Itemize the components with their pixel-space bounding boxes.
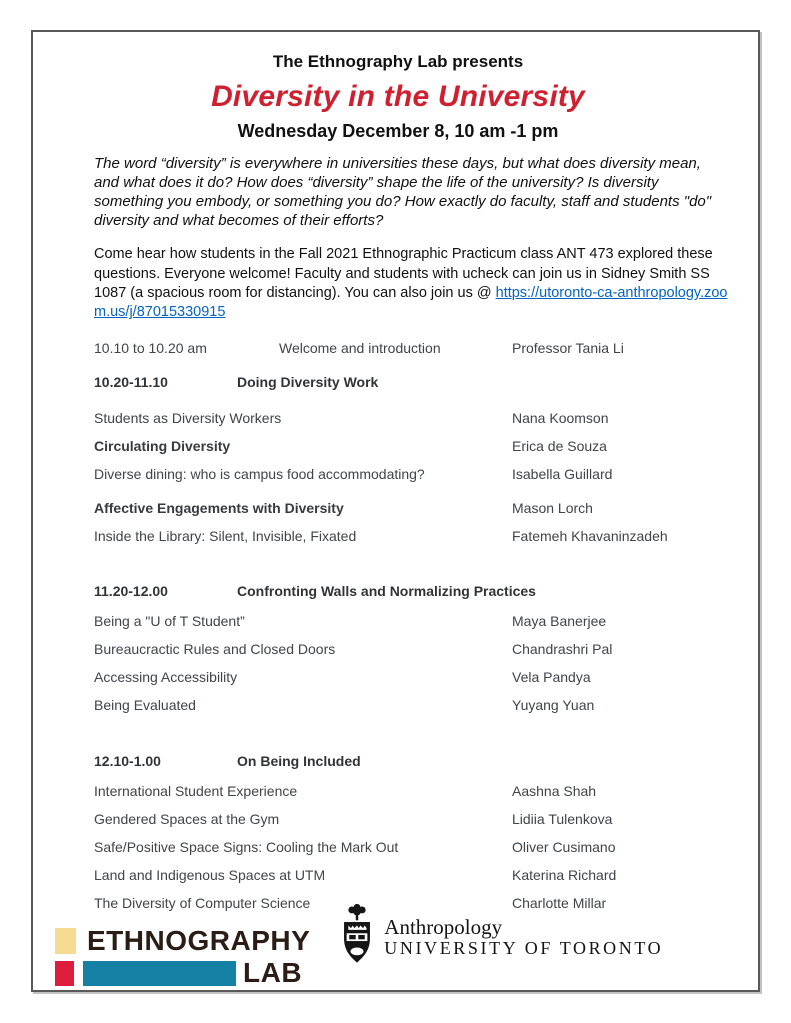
schedule-row-opening bbox=[94, 340, 702, 368]
talk-title: Affective Engagements with Diversity bbox=[94, 499, 344, 516]
talk-speaker: Charlotte Millar bbox=[512, 894, 607, 911]
event-datetime: Wednesday December 8, 10 am -1 pm bbox=[237, 121, 559, 141]
talk-title: Gendered Spaces at the Gym bbox=[94, 810, 280, 827]
session-header bbox=[94, 583, 702, 611]
talk-row bbox=[94, 867, 702, 895]
talk-speaker: Fatemeh Khavaninzadeh bbox=[512, 527, 668, 544]
session-header bbox=[94, 753, 702, 781]
talk-speaker: Maya Banerjee bbox=[512, 612, 607, 629]
uoft-logo-text bbox=[384, 916, 663, 959]
talk-speaker: Oliver Cusimano bbox=[512, 838, 616, 855]
talk-row bbox=[94, 613, 702, 641]
poster-footer bbox=[55, 900, 744, 987]
talk-row bbox=[94, 528, 702, 556]
talk-title: Being Evaluated bbox=[94, 696, 196, 713]
talk-speaker: Yuyang Yuan bbox=[512, 696, 595, 713]
session-title: On Being Included bbox=[237, 752, 361, 769]
details-text: Come hear how students in the Fall 2021 Ethnographic Practicum class ANT 473 explored these questions. Everyone welcome! Faculty and students with ucheck can join us in Sidney Smith SS 1087 (a spacious room for distancing). You can also join us @ bbox=[94, 246, 713, 302]
presenter-line: The Ethnography Lab presents bbox=[272, 52, 524, 71]
talk-title: The Diversity of Computer Science bbox=[94, 894, 311, 911]
opening-speaker: Professor Tania Li bbox=[512, 339, 624, 356]
session-header bbox=[94, 374, 702, 402]
session-time: 12.10-1.00 bbox=[94, 752, 161, 769]
session-title: Doing Diversity Work bbox=[237, 373, 379, 390]
talk-title: Land and Indigenous Spaces at UTM bbox=[94, 866, 326, 883]
ethnography-wordmark: ETHNOGRAPHY bbox=[87, 925, 311, 956]
event-title: Diversity in the University bbox=[211, 80, 585, 113]
talk-title: Accessing Accessibility bbox=[94, 668, 238, 685]
ethnography-logo-row1 bbox=[55, 927, 310, 955]
talk-speaker: Erica de Souza bbox=[512, 437, 607, 454]
talk-title: International Student Experience bbox=[94, 782, 298, 799]
ethnography-logo-row2 bbox=[55, 959, 310, 987]
talk-speaker: Katerina Richard bbox=[512, 866, 617, 883]
opening-title: Welcome and introduction bbox=[279, 339, 441, 356]
uoft-anthropology-logo bbox=[338, 900, 663, 987]
uoft-crest-icon bbox=[338, 900, 376, 975]
talk-speaker: Nana Koomson bbox=[512, 409, 609, 426]
ethnography-lab-logo bbox=[55, 927, 310, 987]
poster-content bbox=[33, 32, 758, 923]
talk-row bbox=[94, 410, 702, 438]
talk-speaker: Chandrashri Pal bbox=[512, 640, 613, 657]
talk-title: Bureaucractic Rules and Closed Doors bbox=[94, 640, 336, 657]
poster-border-frame bbox=[31, 30, 760, 992]
session-time: 10.20-11.10 bbox=[94, 373, 168, 390]
talk-title: Circulating Diversity bbox=[94, 437, 231, 454]
teal-bar-icon bbox=[83, 961, 236, 986]
details-paragraph bbox=[94, 245, 734, 323]
uoft-department-name: Anthropology bbox=[384, 915, 503, 940]
session-time: 11.20-12.00 bbox=[94, 582, 168, 599]
yellow-square-icon bbox=[55, 928, 76, 954]
intro-paragraph: The word “diversity” is everywhere in universities these days, but what does diversity mean, and what does it do? How does “diversity” shape the life of the university? Is diversity something you embody, or something you do? How exactly do faculty, staff and students "do" diversity and what becomes of their efforts? bbox=[94, 155, 712, 230]
talk-speaker: Mason Lorch bbox=[512, 499, 593, 516]
talk-speaker: Isabella Guillard bbox=[512, 465, 613, 482]
talk-title: Safe/Positive Space Signs: Cooling the Mark Out bbox=[94, 838, 399, 855]
talk-row bbox=[94, 438, 702, 466]
uoft-institution-name: UNIVERSITY OF TORONTO bbox=[384, 938, 664, 959]
talk-row bbox=[94, 466, 702, 494]
talk-speaker: Vela Pandya bbox=[512, 668, 591, 685]
talk-title: Inside the Library: Silent, Invisible, Fixated bbox=[94, 527, 357, 544]
talk-row bbox=[94, 811, 702, 839]
talk-row bbox=[94, 669, 702, 697]
talk-row bbox=[94, 783, 702, 811]
talk-speaker: Aashna Shah bbox=[512, 782, 597, 799]
talk-title: Diverse dining: who is campus food accommodating? bbox=[94, 465, 425, 482]
talk-speaker: Lidiia Tulenkova bbox=[512, 810, 613, 827]
talk-row bbox=[94, 839, 702, 867]
talk-title: Students as Diversity Workers bbox=[94, 409, 282, 426]
lab-wordmark: LAB bbox=[243, 957, 303, 988]
talk-row bbox=[94, 697, 702, 725]
talk-row bbox=[94, 641, 702, 669]
talk-row bbox=[94, 500, 702, 528]
schedule bbox=[94, 340, 702, 923]
opening-time: 10.10 to 10.20 am bbox=[94, 339, 207, 356]
red-square-icon bbox=[55, 961, 74, 986]
zoom-meeting-link[interactable]: https://utoronto-ca-anthropology.zoom.us/j/87015330915 bbox=[94, 285, 728, 321]
session-title: Confronting Walls and Normalizing Practices bbox=[237, 582, 536, 599]
talk-title: Being a "U of T Student” bbox=[94, 612, 245, 629]
